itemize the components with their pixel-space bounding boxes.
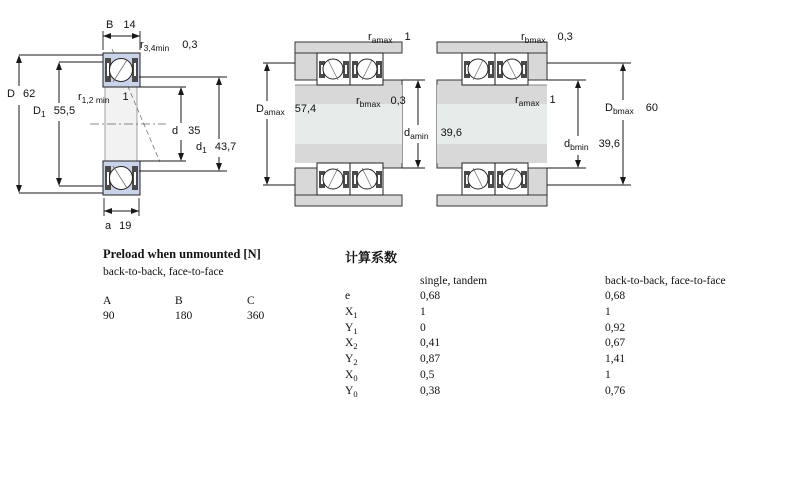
preload-subtitle: back-to-back, face-to-face [103, 266, 224, 278]
dim-label-ramax-mid: $r_{amax}$ 1 [368, 31, 411, 45]
dim-label-Dbmax: $D_{bmax}$ 60 [605, 102, 658, 116]
dim-label-D1: $D_1$ 55,5 [33, 105, 76, 119]
paired-arrangement-b-diagram [437, 42, 631, 206]
preload-col-a: A [103, 295, 112, 307]
dim-label-ramax-right: $r_{amax}$ 1 [515, 94, 556, 108]
preload-val-b: 180 [175, 310, 193, 322]
dim-label-a: a 19 [105, 220, 132, 232]
bearing-pair-bottom [462, 163, 528, 195]
bearing-pair-bottom [317, 163, 383, 195]
bearing-lower-section [103, 161, 140, 195]
factors-title: 计算系数 [345, 251, 398, 266]
preload-col-c: C [247, 295, 255, 307]
factors-row-e: e 0,68 0,68 [345, 290, 626, 302]
factors-row-y1: $Y_1$ 0 0,92 [345, 321, 626, 336]
preload-val-a: 90 [103, 310, 115, 322]
bearing-pair-top [317, 53, 383, 85]
dim-label-dbmin: $d_{bmin}$ 39,6 [564, 138, 620, 152]
dim-label-Damax: $D_{amax}$ 57,4 [256, 103, 317, 117]
single-bearing-cross-section [16, 31, 227, 216]
factors-col2-header: back-to-back, face-to-face [605, 275, 726, 287]
preload-value-row [103, 310, 343, 322]
factors-row-y0: $Y_0$ 0,38 0,76 [345, 384, 626, 399]
preload-val-c: 360 [247, 310, 265, 322]
dim-label-damin: $d_{amin}$ 39,6 [404, 127, 462, 141]
factors-header-row [345, 275, 785, 287]
dim-label-rbmax-mid: $r_{bmax}$ 0,3 [356, 95, 406, 109]
housing-bottom [437, 195, 547, 206]
preload-col-b: B [175, 295, 183, 307]
paired-arrangement-a-diagram [263, 42, 425, 206]
dim-label-B: B 14 [106, 19, 136, 31]
preload-header-row [103, 295, 343, 307]
bearing-upper-section [103, 53, 140, 87]
preload-table [103, 247, 343, 322]
dim-label-D: D 62 [7, 88, 36, 100]
factors-col1-header: single, tandem [420, 275, 488, 287]
calculation-factors-table [345, 247, 785, 401]
factors-row-y2: $Y_2$ 0,87 1,41 [345, 353, 626, 368]
factors-row-x2: $X_2$ 0,41 0,67 [345, 337, 626, 352]
dim-label-r34: $r_{3,4min}$ 0,3 [140, 39, 198, 53]
dim-label-rbmax-right: $r_{bmax}$ 0,3 [521, 31, 573, 45]
housing-bottom [295, 195, 402, 206]
preload-title: Preload when unmounted [N] [103, 247, 261, 261]
dim-label-d: d 35 [172, 125, 201, 137]
factors-rows [345, 290, 785, 401]
bearing-pair-top [462, 53, 528, 85]
factors-row-x1: $X_1$ 1 1 [345, 305, 611, 320]
dim-label-r12: $r_{1,2 min}$ 1 [78, 91, 129, 105]
factors-row-x0: $X_0$ 0,5 1 [345, 368, 611, 383]
dim-label-d1: $d_1$ 43,7 [196, 141, 237, 155]
